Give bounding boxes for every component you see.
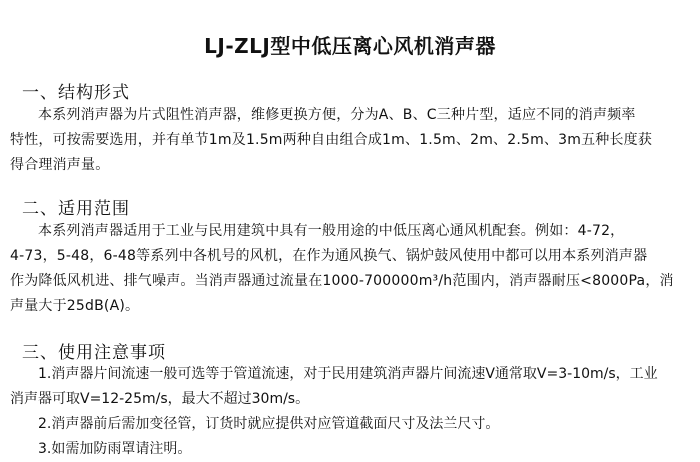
paragraph-line: 4-73，5-48，6-48等系列中各机号的风机，在作为通风换气、锅炉鼓风使用中都可以用本系列消声器 <box>10 248 648 264</box>
list-item: 2.消声器前后需加变径管，订货时就应提供对应管道截面尺寸及法兰尺寸。 <box>38 416 500 432</box>
section-body-application <box>10 219 692 319</box>
section-heading-notes: 三、使用注意事项 <box>22 343 166 363</box>
paragraph-line: 本系列消声器适用于工业与民用建筑中具有一般用途的中低压离心通风机配套。例如：4-72， <box>38 223 625 239</box>
list-item-continuation: 消声器可取V=12-25m/s，最大不超过30m/s。 <box>10 391 310 407</box>
paragraph-line: 得合理消声量。 <box>10 157 110 173</box>
section-heading-application: 二、适用范围 <box>22 199 130 219</box>
list-item: 1.消声器片间流速一般可选等于管道流速，对于民用建筑消声器片间流速V通常取V=3-10m/s，工业 <box>38 366 658 382</box>
section-body-structure <box>10 103 692 178</box>
paragraph-line: 作为降低风机进、排气噪声。当消声器通过流量在1000-700000m³/h范围内，消声器耐压<8000Pa，消 <box>10 273 674 289</box>
section-body-notes <box>10 362 692 462</box>
paragraph-line: 声量大于25dB(A)。 <box>10 298 140 314</box>
section-heading-structure: 一、结构形式 <box>22 83 130 103</box>
list-item: 3.如需加防雨罩请注明。 <box>38 441 192 457</box>
page-title: LJ-ZLJ型中低压离心风机消声器 <box>204 34 496 58</box>
paragraph-line: 本系列消声器为片式阻性消声器，维修更换方便，分为A、B、C三种片型，适应不同的消声频率 <box>38 107 636 123</box>
paragraph-line: 特性，可按需要选用，并有单节1m及1.5m两种自由组合成1m、1.5m、2m、2.5m、3m五种长度获 <box>10 132 653 148</box>
